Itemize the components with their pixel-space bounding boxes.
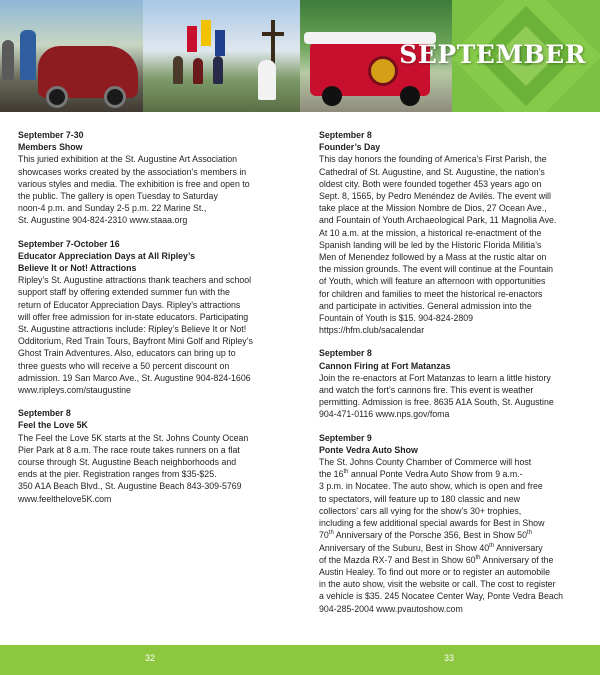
event-description: This day honors the founding of America’s First Parish, the Cathedral of St. Augustine, and St. Augustine, the nation’s oldest city. Both were founded together 453 years ago on Sept. 8, 1565, by Pedro Menéndez de Avilés. The event will take place at the Mission Nombre de Dios, 27 Ocean Ave., and Fountain of Youth Archaeological Park, 11 Magnolia Ave. At 10 a.m. at the mission, a historical re-enactment of the Spanish landing will be led by the Historic Florida Militia’s Men of Menendez followed by a Mass at the rustic altar on the mission grounds. The event will continue at the Fountain of Youth, which will feature an afternoon with opportunities for children and families to meet the historical re-enactors and participate in activities. General admission into the Fountain of Youth is $15. 904-824-2809 https://hfm.club/sacalendar: [319, 154, 557, 336]
description-text: Anniversary of the Suburu, Best in Show 40: [319, 542, 490, 553]
description-text: Anniversary of the Mazda RX-7 and Best in Show 60: [319, 542, 543, 565]
page-number-left: 32: [145, 653, 156, 663]
event-title: Ponte Vedra Auto Show: [319, 444, 418, 455]
event-listing: [319, 347, 585, 420]
flag-icon: [187, 26, 197, 52]
event-listing: [18, 129, 280, 227]
photo-classic-car: [0, 0, 143, 112]
event-description: Ripley’s St. Augustine attractions thank teachers and school support staff by offering extended summer fun with the return of Educator Appreciation Days. Ripley’s attractions will offer free admission for in-state educators. Participating St. Augustine attractions include: Ripley’s Believe It or Not! Odditorium, Red Train Tours, Bayfront Mini Golf and Ripley’s Ghost Train Adventures. Also, educators can bring up to three guests who will receive a 50 percent discount on admission. 19 San Marco Ave., St. Augustine 904-824-1606 www.ripleys.com/staugustine: [18, 275, 253, 396]
train-grill: [368, 56, 398, 86]
flag-icon: [201, 20, 211, 46]
event-date: September 7-October 16: [18, 238, 120, 249]
flag-icon: [215, 30, 225, 56]
event-description: This juried exhibition at the St. Augustine Art Association showcases works created by the association’s members in various styles and media. The exhibition is free and open to the public. The gallery is open Tuesday to Saturday noon-4 p.m. and Sunday 2-5 p.m. 22 Marine St., St. Augustine 904-824-2310 www.staaa.org: [18, 154, 250, 226]
event-title: Founder’s Day: [319, 142, 381, 153]
event-listing: [319, 129, 585, 336]
wheel-icon: [400, 86, 420, 106]
left-column: [18, 129, 280, 516]
event-date: September 9: [319, 432, 372, 443]
reenactor-figure: [173, 56, 183, 84]
priest-figure: [258, 60, 276, 100]
wheel-icon: [104, 86, 126, 108]
reenactor-figure: [193, 58, 203, 84]
cross-bar: [262, 32, 284, 36]
description-text: The St. Johns County Chamber of Commerce will host the 16: [319, 457, 532, 480]
right-column: [319, 129, 585, 626]
spectator-figure: [20, 30, 36, 80]
ordinal-suffix: th: [328, 530, 334, 537]
event-title: Members Show: [18, 142, 83, 153]
event-description: [319, 456, 585, 615]
event-description: Join the re-enactors at Fort Matanzas to learn a little history and watch the fort’s cannons fire. This event is weather permitting. Admission is free. 8635 A1A South, St. Augustine 904-471-0116 www.nps.gov/foma: [319, 372, 554, 420]
ordinal-suffix: th: [489, 542, 495, 549]
wheel-icon: [322, 86, 342, 106]
description-text: Anniversary of the Austin Healey. To find out more or to register an automobile in the auto show, visit the website or call. The cost to register a vehicle is $35. 245 Nocatee Center Way, Ponte Vedra Beach 904-285-2004 www.pvautoshow.com: [319, 554, 564, 614]
description-text: Anniversary of the Porsche 356, Best in Show 50: [333, 530, 527, 541]
event-date: September 8: [18, 408, 71, 419]
month-title: SEPTEMBER: [399, 40, 586, 69]
event-date: September 8: [319, 348, 372, 359]
event-listing: [18, 407, 280, 505]
page-number-right: 33: [444, 653, 455, 663]
reenactor-figure: [213, 56, 223, 84]
ordinal-suffix: th: [343, 469, 349, 476]
description-text: annual Ponte Vedra Auto Show from 9 a.m.- 3 p.m. in Nocatee. The auto show, which is open and free to spectators, will feature up to 180 classic and new collectors’ cars all vying for the show’s 30+ trophies, including a few additional special awards for Best in Show 70: [319, 469, 545, 541]
ordinal-suffix: th: [526, 530, 532, 537]
event-listing: [319, 432, 585, 615]
event-title: Feel the Love 5K: [18, 420, 88, 431]
red-vintage-car: [38, 46, 138, 98]
spectator-figure: [2, 40, 14, 80]
event-title: Educator Appreciation Days at All Ripley’s Believe It or Not! Attractions: [18, 250, 195, 274]
ordinal-suffix: th: [475, 554, 481, 561]
photo-founders-day: [143, 0, 300, 112]
event-date: September 7-30: [18, 130, 84, 140]
footer-bar: [0, 645, 600, 675]
event-listing: [18, 238, 280, 397]
event-title: Cannon Firing at Fort Matanzas: [319, 360, 451, 371]
event-description: The Feel the Love 5K starts at the St. Johns County Ocean Pier Park at 8 a.m. The race route takes runners on a flat course through St. Augustine Beach neighborhoods and ends at the pier. Registration ranges from $35-$25. 350 A1A Beach Blvd., St. Augustine Beach 843-309-5769 www.feelthelove5K.com: [18, 432, 249, 504]
header-banner: [0, 0, 600, 112]
event-date: September 8: [319, 130, 372, 140]
wheel-icon: [46, 86, 68, 108]
